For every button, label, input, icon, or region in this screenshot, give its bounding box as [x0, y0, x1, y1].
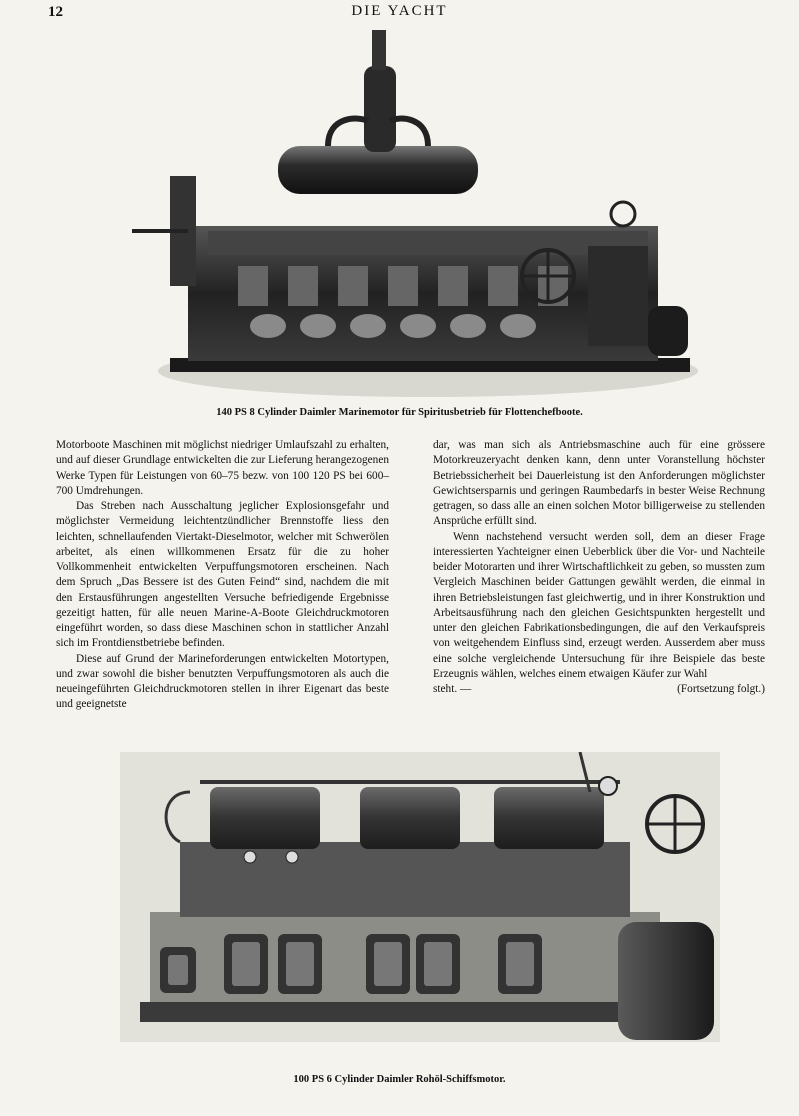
text-column-right — [433, 438, 765, 697]
paragraph: Diese auf Grund der Marineforderungen entwickelten Motortypen, und zwar sowohl die bisher benutzten Verpuffungsmotoren als auch die neueingeführten Gleichdruckmotoren stellen in ihrer Eigenart das beste und geeignetste — [56, 652, 389, 711]
paragraph: Motorboote Maschinen mit möglichst niedriger Umlaufszahl zu erhalten, und auf dieser Grundlage entwickelten die zur Lieferung herangezogenen Werke Typen für Leistungen von 60–75 bezw. von 100 120 PS bei 600–700 Umdrehungen. — [56, 439, 389, 497]
page-number: 12 — [48, 4, 63, 20]
sign-off — [433, 682, 765, 697]
paragraph: Wenn nachstehend versucht werden soll, dem an dieser Frage interessierten Yachteigner einen Ueberblick über die Vor- und Nachteile beider Motorarten und ihrer Wirtschaftlichkeit zu geben, so mussten zum Vergleich Maschinen beider Gattungen gewählt werden, die einmal in ihren Betriebsleistungen fast gleichwertig, und in ihrer Konstruktion und Arbeitsausführung nach den gleichen Gesichtspunkten hergestellt und unter den gleichen Fabrikationsbedingungen, die auf den Verkaufspreis von weitgehendem Einfluss sind, erzeugt werden. Ausserdem aber muss eine solche vergleichende Untersuchung für ihre Beispiele das beste Erzeugnis wählen, welches einem etwaigen Käufer zur Wahl — [433, 530, 765, 680]
engine-illustration-2 — [120, 752, 720, 1042]
closing-text: steht. — — [433, 683, 472, 695]
figure-caption-1: 140 PS 8 Cylinder Daimler Marinemotor für Spiritusbetrieb für Flottenchefboote. — [216, 407, 583, 418]
running-head: DIE YACHT — [351, 3, 448, 19]
figure-caption-2: 100 PS 6 Cylinder Daimler Rohöl-Schiffsmotor. — [293, 1074, 506, 1085]
engine-illustration-1 — [128, 26, 698, 398]
figure-marine-engine-photo — [128, 26, 698, 398]
paragraph: dar, was man sich als Antriebsmaschine auch für eine grössere Motorkreuzeryacht denken kann, denn unter Voranstellung höchster Betriebssicherheit bei Dauerleistung ist den Anforderungen möglichster Gewichtsersparnis und geringen Raumbedarfs in bester Weise Rechnung getragen, so dass alle an einen solchen Motor billigerweise zu stellenden Ansprüche erfüllt sind. — [433, 439, 765, 528]
figure-crude-oil-engine-photo — [120, 752, 720, 1042]
text-column-left — [56, 438, 389, 713]
paragraph: Das Streben nach Ausschaltung jeglicher Explosionsgefahr und möglichster Vermeidung leichtentzündlicher Brennstoffe liess den leichten, schnellaufenden Viertakt-Dieselmotor, welcher mit Schwerölen arbeitet, als einen willkommenen Ersatz für die zu hoher Vollkommenheit entwickelten Verpuffungsmotoren erscheinen. Nach dem Spruch „Das Bessere ist des Guten Feind“ sind, nachdem die mit den Erstausführungen angestellten Versuche befriedigende Ergebnisse gezeitigt hatten, für alle neuen Marine-A-Boote Gleichdruckmotoren eingeführt worden, so dass diese Maschinen schon in stattlicher Anzahl sich im Frontdienstbetriebe befinden. — [56, 500, 389, 650]
continuation-note: (Fortsetzung folgt.) — [677, 683, 765, 695]
